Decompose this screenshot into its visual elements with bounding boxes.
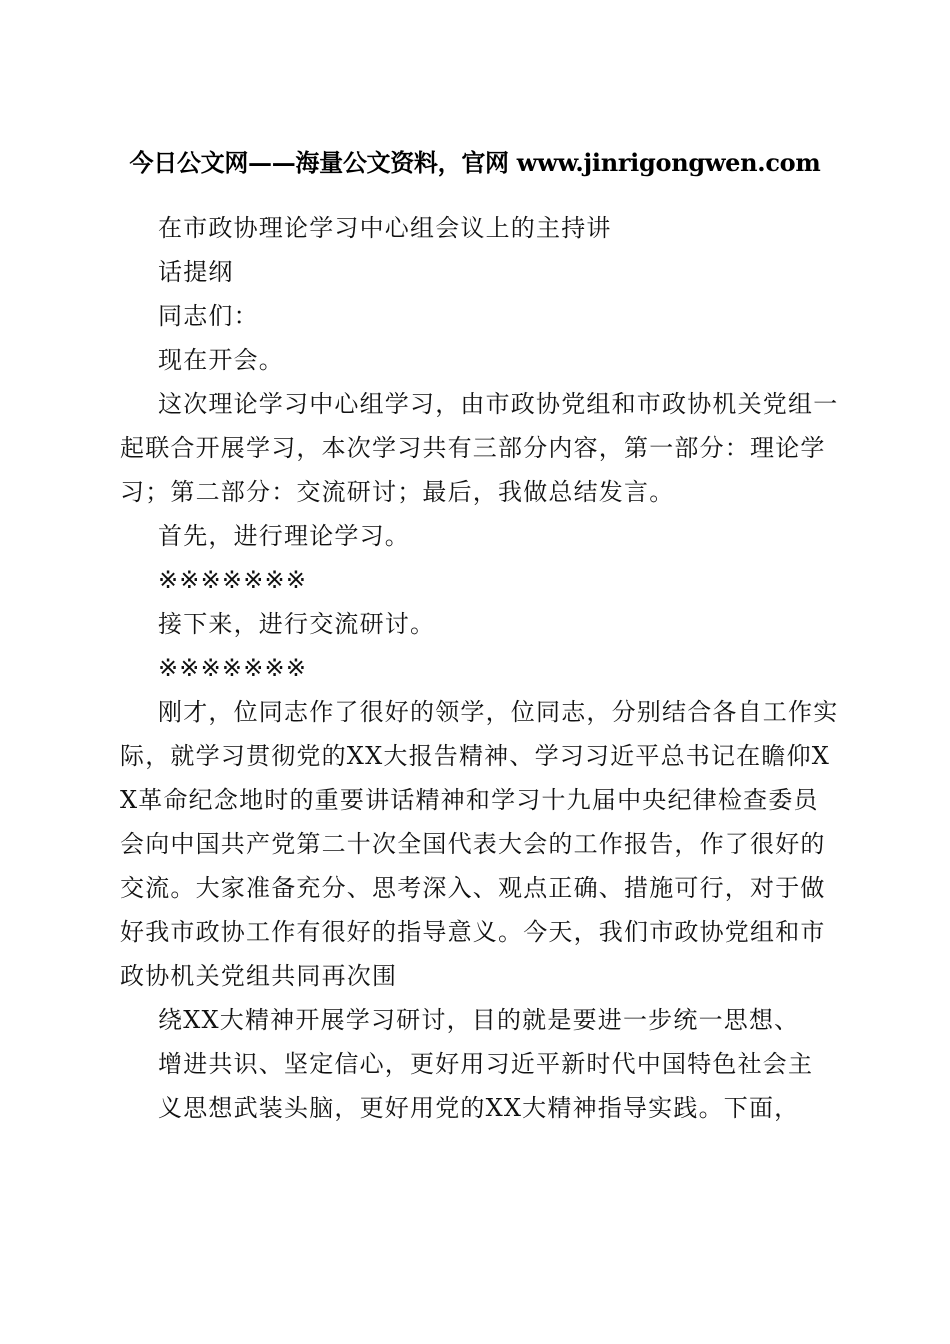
doc-title-line-1: 在市政协理论学习中心组会议上的主持讲 — [158, 214, 612, 242]
paragraph-summary: 刚才，位同志作了很好的领学，位同志，分别结合各自工作实际，就学习贯彻党的XX大报告精神、学习习近平总书记在瞻仰XX革命纪念地时的重要讲话精神和学习十九届中央纪律检查委员会向中国共产党第二十次全国代表大会的工作报告，作了很好的交流。大家准备充分、思考深入、观点正确、措施可行，对于做好我市政协工作有很好的指导意义。今天，我们市政协党组和市政协机关党组共同再次围 — [120, 698, 839, 990]
tail-line-2: 增进共识、坚定信心，更好用习近平新时代中国特色社会主 — [158, 1050, 814, 1078]
paragraph-greeting: 同志们： — [158, 302, 259, 330]
paragraph-placeholder-2: ※※※※※※※ — [158, 654, 308, 682]
paragraph-opening: 现在开会。 — [158, 346, 284, 374]
doc-title-line-2: 话提纲 — [158, 258, 234, 286]
site-header: 今日公文网——海量公文资料，官网 www.jinrigongwen.com — [129, 148, 821, 177]
paragraph-theory-study: 首先，进行理论学习。 — [158, 522, 410, 550]
paragraph-intro: 这次理论学习中心组学习，由市政协党组和市政协机关党组一起联合开展学习，本次学习共有三部分内容，第一部分：理论学习；第二部分：交流研讨；最后，我做总结发言。 — [120, 390, 839, 506]
document-body — [120, 206, 840, 1130]
paragraph-placeholder-1: ※※※※※※※ — [158, 566, 308, 594]
paragraph-discussion: 接下来，进行交流研讨。 — [158, 610, 436, 638]
tail-line-1: 绕XX大精神开展学习研讨，目的就是要进一步统一思想、 — [158, 1006, 800, 1034]
tail-line-3: 义思想武装头脑，更好用党的XX大精神指导实践。下面， — [158, 1094, 800, 1122]
